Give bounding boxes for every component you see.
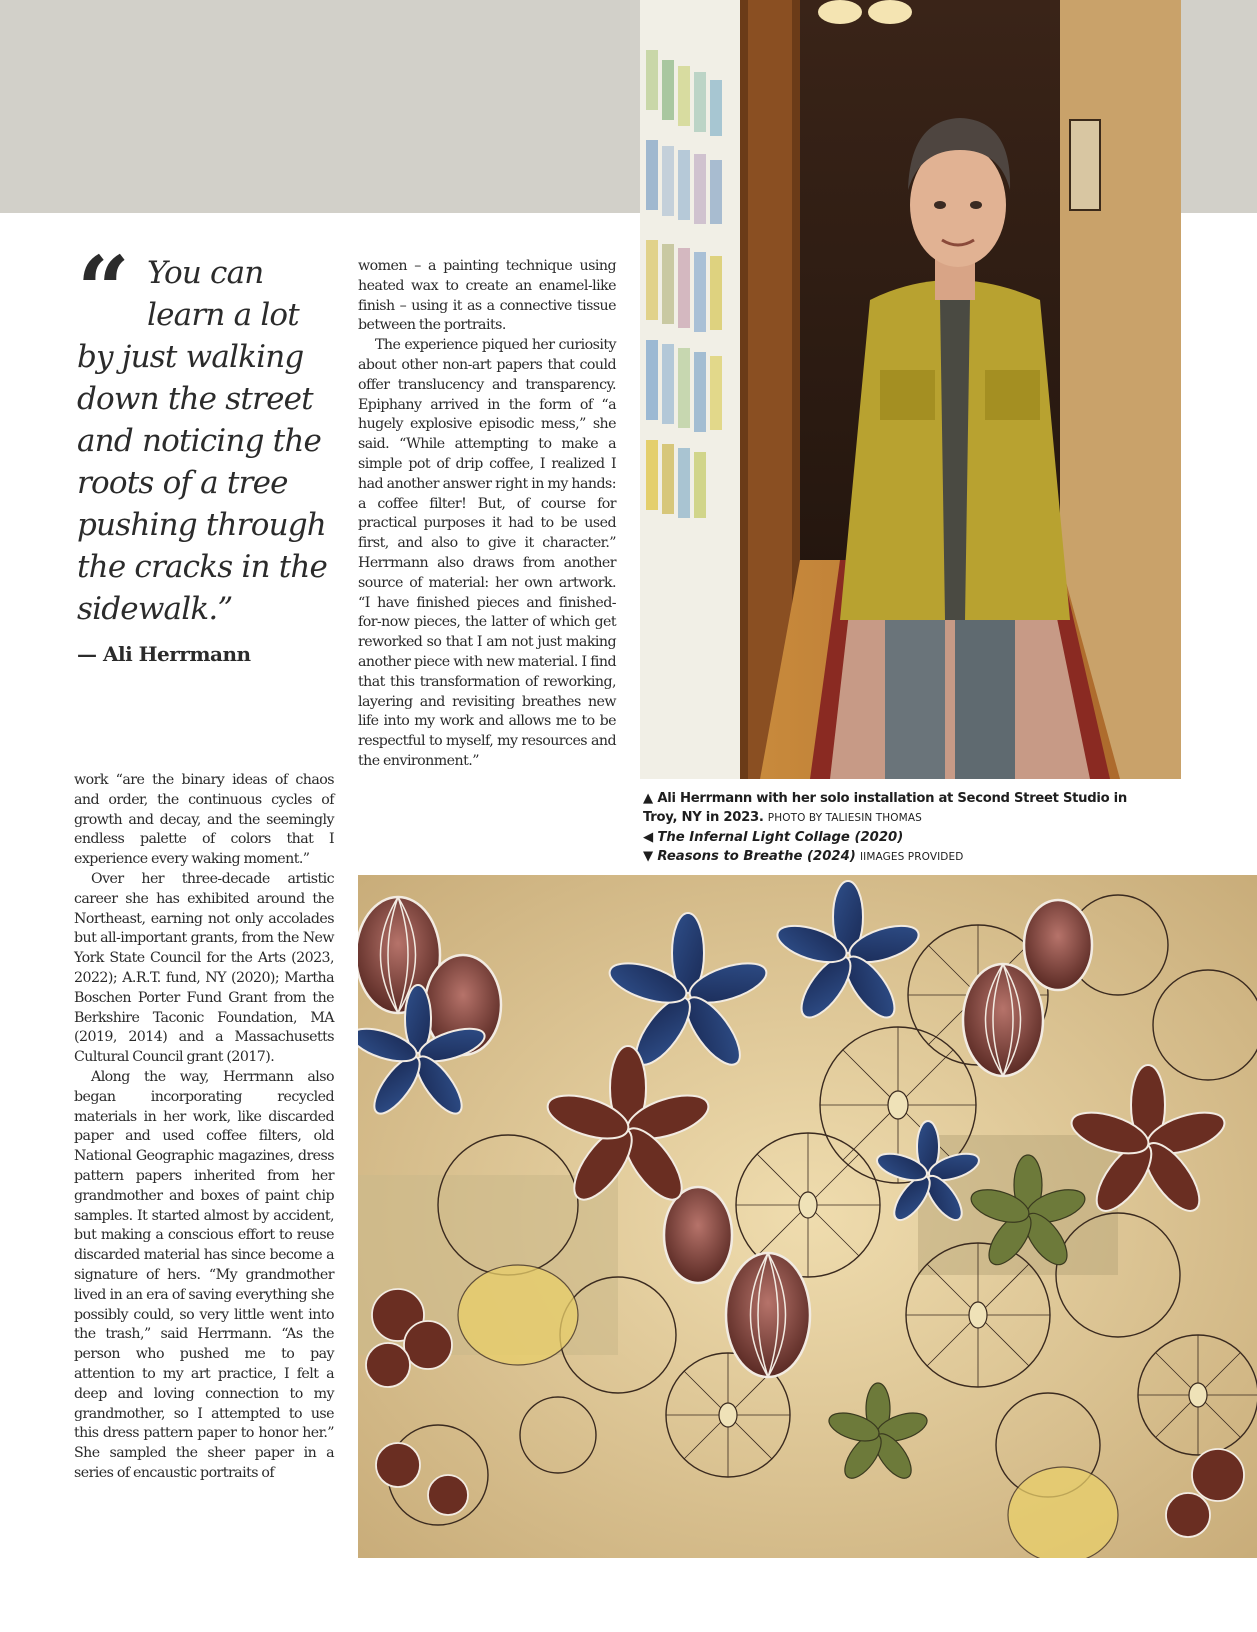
caption-bold-text: Ali Herrmann with her solo installation at Second Street Studio in xyxy=(657,791,1127,806)
pq-line: You can xyxy=(147,255,264,291)
artwork-title: Reasons to Breathe (2024) xyxy=(657,849,856,864)
down-triangle-icon: ▼ xyxy=(643,849,654,864)
caption-line xyxy=(643,847,1163,867)
article-column-middle xyxy=(358,257,616,772)
paragraph: Along the way, Herrmann also began incorporating recycled materials in her work, like discarded paper and used coffee filters, old National Geographic magazines, dress pattern papers inherited from her grandmother and boxes of paint chip samples. It started almost by accident, but making a conscious effort to reuse discarded material has since become a signature of hers. “My grandmother lived in an era of saving everything she possibly could, so very little went into the trash,” said Herrmann. “As the person who pushed me to pay attention to my art practice, I felt a deep and loving connection to my grandmother, so I attempted to use this dress pattern paper to honor her.” She sampled the sheer paper in a series of encaustic portraits of xyxy=(74,1068,334,1481)
photo-credit: PHOTO BY TALIESIN THOMAS xyxy=(767,812,922,824)
pq-line: sidewalk.” xyxy=(77,591,233,627)
paragraph: Over her three-decade artistic career she has exhibited around the Northeast, earning not only accolades but all-important grants, from the New York State Council for the Arts (2023, 2022); A.R.T. fund, NY (2020); Martha Boschen Porter Fund Grant from the Berkshire Taconic Foundation, MA (2019, 2014) and a Massachusetts Cultural Council grant (2017). xyxy=(74,870,334,1066)
caption-line xyxy=(643,789,1163,808)
pq-line: roots of a tree xyxy=(77,465,288,501)
paragraph: work “are the binary ideas of chaos and order, the continuous cycles of growth and decay, and the seemingly endless palette of colors that I experience every waking moment.” xyxy=(74,772,334,868)
pq-line: down the street xyxy=(77,381,313,417)
left-triangle-icon: ◀ xyxy=(643,830,654,845)
article-column-left xyxy=(74,771,334,1484)
photo-caption xyxy=(643,789,1163,867)
pull-quote-attribution: — Ali Herrmann xyxy=(77,642,251,666)
artwork-title: The Infernal Light Collage (2020) xyxy=(657,830,904,845)
paragraph: women – a painting technique using heated wax to create an enamel-like finish – using it as a connective tissue between the portraits. xyxy=(358,258,616,334)
pull-quote xyxy=(77,236,337,630)
pq-line: pushing through xyxy=(77,507,326,543)
image-credit: IIMAGES PROVIDED xyxy=(859,851,964,863)
artwork-reasons-to-breathe xyxy=(358,875,1257,1558)
caption-line xyxy=(643,828,1163,847)
pq-line: learn a lot xyxy=(147,297,299,333)
paragraph: The experience piqued her curiosity about other non-art papers that could offer translucency and transparency. Epiphany arrived in the form of “a hugely explosive episodic mess,” she said. “While attempting to make a simple pot of drip coffee, I realized I had another answer right in my hands: a coffee filter! But, of course for practical purposes it had to be used first, and also to give it character.” Herrmann also draws from another source of material: her own artwork. “I have finished pieces and finished-for-now pieces, the latter of which get reworked so that I am not just making another piece with new material. I find that this transformation of reworking, layering and revisiting breathes new life into my work and allows me to be respectful to myself, my resources and the environment.” xyxy=(358,337,616,769)
caption-line xyxy=(643,808,1163,828)
pq-line: by just walking xyxy=(77,339,304,375)
pq-line: the cracks in the xyxy=(77,549,328,585)
quote-mark: “ xyxy=(77,236,120,344)
up-triangle-icon: ▲ xyxy=(643,791,654,806)
artist-portrait-photo xyxy=(640,0,1181,779)
pq-line: and noticing the xyxy=(77,423,322,459)
caption-bold-text: Troy, NY in 2023. xyxy=(643,810,764,825)
